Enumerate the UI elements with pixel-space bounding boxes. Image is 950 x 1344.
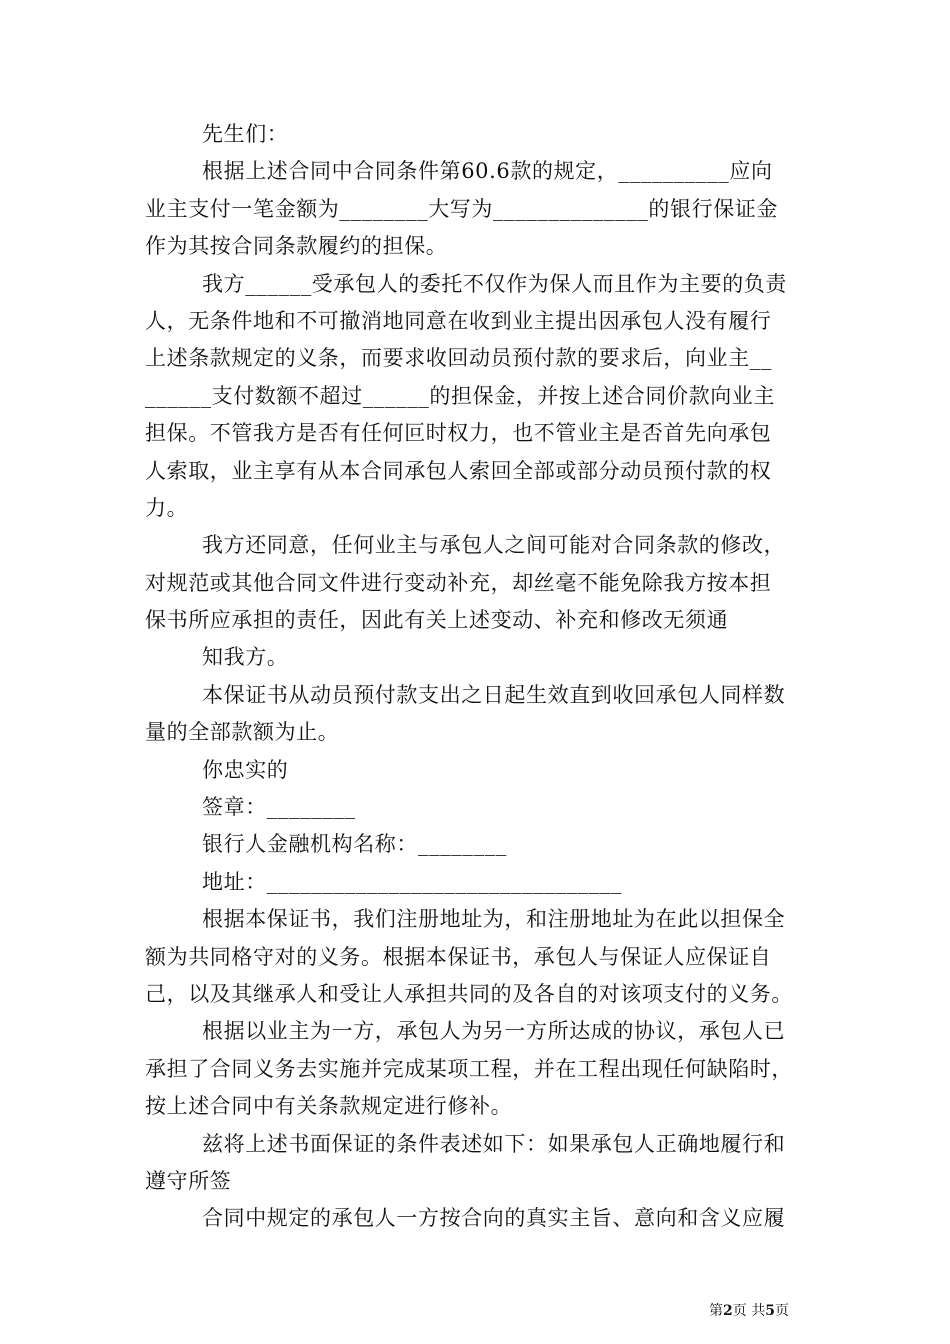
total-page-number: 5	[765, 1303, 775, 1319]
text-line: 兹将上述书面保证的条件表述如下：如果承包人正确地履行和	[202, 1131, 786, 1156]
text-line: 我方还同意，任何业主与承包人之间可能对合同条款的修改，	[202, 533, 786, 558]
text-line: 量的全部款额为止。	[145, 720, 340, 745]
text-line: 对规范或其他合同文件进行变动补充，却丝毫不能免除我方按本担	[145, 570, 772, 595]
text-line: 知我方。	[202, 645, 289, 670]
text-line: 力。	[145, 495, 189, 520]
current-page-number: 2	[723, 1303, 733, 1319]
text-line: 根据上述合同中合同条件第60.6款的规定，__________应向	[202, 159, 773, 184]
document-body	[145, 116, 813, 1238]
text-line: 额为共同格守对的义务。根据本保证书，承包人与保证人应保证自	[145, 944, 772, 969]
text-line: 根据本保证书，我们注册地址为，和注册地址为在此以担保全	[202, 907, 786, 932]
address-field-line: 地址：________________________________	[202, 869, 622, 894]
text-line: 本保证书从动员预付款支出之日起生效直到收回承包人同样数	[202, 682, 786, 707]
text-line: 遵守所签	[145, 1168, 232, 1193]
text-line: 己，以及其继承人和受让人承担共同的及各自的对该项支付的义务。	[145, 981, 793, 1006]
text-line: 你忠实的	[202, 757, 289, 782]
text-line: 人，无条件地和不可撤消地同意在收到业主提出因承包人没有履行	[145, 308, 772, 333]
text-line: 担保。不管我方是否有任何叵时权力，也不管业主是否首先向承包	[145, 421, 772, 446]
text-line: 业主支付一笔金额为________大写为______________的银行保证金	[145, 196, 778, 221]
page-number-footer	[709, 1302, 789, 1320]
text-line: 合同中规定的承包人一方按合向的真实主旨、意向和含义应履	[202, 1206, 786, 1231]
text-line: 先生们：	[202, 122, 289, 146]
text-line: 上述条款规定的义条，而要求收回动员预付款的要求后，向业主__	[145, 346, 772, 371]
footer-prefix: 第	[709, 1303, 723, 1319]
text-line: 人索取，业主享有从本合同承包人索回全部或部分动员预付款的权	[145, 458, 772, 483]
text-line: 根据以业主为一方，承包人为另一方所达成的协议，承包人已	[202, 1019, 786, 1044]
text-line: ______支付数额不超过______的担保金，并按上述合同价款向业主	[145, 383, 775, 408]
bank-name-field-line: 银行人金融机构名称：________	[202, 832, 507, 857]
text-line: 按上述合同中有关条款规定进行修补。	[145, 1094, 513, 1119]
text-line: 保书所应承担的责任，因此有关上述变动、补充和修改无须通	[145, 608, 729, 633]
text-line: 作为其按合同条款履约的担保。	[145, 234, 448, 259]
footer-middle: 页 共	[732, 1303, 766, 1319]
footer-suffix: 页	[774, 1303, 789, 1319]
text-line: 承担了合同义务去实施并完成某项工程，并在工程出现任何缺陷时，	[145, 1056, 793, 1081]
text-line: 我方______受承包人的委托不仅作为保人而且作为主要的负责	[202, 271, 787, 296]
signature-field-line: 签章：________	[202, 795, 356, 820]
